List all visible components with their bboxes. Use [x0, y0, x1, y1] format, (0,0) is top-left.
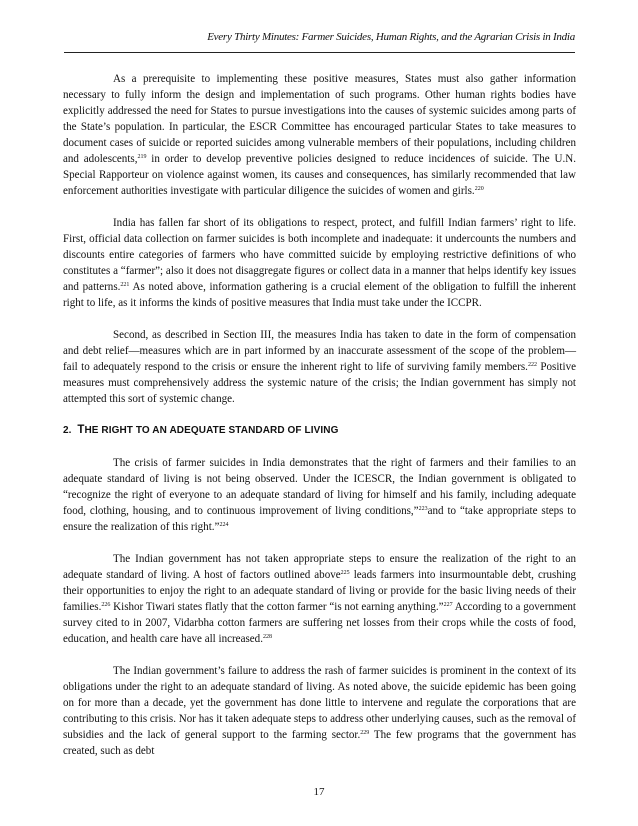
paragraph-2: India has fallen far short of its obligations to respect, protect, and fulfill Indian farmers’ right to life. First, official data collection on farmer suicides is both incomplete and inadequate: it undercounts the numbers and discounts entire categories of farmers who have committed suicide by employing restrictive definitions of who constitutes a “farmer”; also it does not disaggregate figures or collect data in a manner that helps identify key issues and patterns.$^{221}$ As noted above, information gathering is a crucial element of the obligation to fulfill the inherent right to life, as it informs the kinds of positive measures that India must take under the ICCPR.	[63, 217, 576, 309]
footnote-ref-223: 223	[418, 506, 428, 512]
footnote-ref-219: 219	[137, 154, 147, 160]
footnote-ref-227: 227	[443, 602, 453, 608]
footnote-ref-220: 220	[474, 186, 484, 192]
footnote-ref-225: 225	[340, 570, 350, 576]
section-number: 2.	[63, 425, 72, 436]
paragraph-4: The crisis of farmer suicides in India demonstrates that the right of farmers and their families to an adequate standard of living is not being observed. Under the ICESCR, the Indian government is obligated to “recognize the right of everyone to an adequate standard of living for himself and his family, including adequate food, clothing, housing, and to continuous improvement of living conditions,”$^{223}$and to “take appropriate steps to ensure the realization of this right.”$^{224}$	[63, 457, 576, 533]
footnote-ref-222: 222	[527, 362, 537, 368]
paragraph-1: As a prerequisite to implementing these positive measures, States must also gather information necessary to fully inform the design and implementation of such programs. Other human rights bodies have explicitly addressed the need for States to pursue investigations into the causes of systemic suicides among parts of the State’s population. In particular, the ESCR Committee has encouraged particular States to take measures to document cases of suicide or reported suicides among vulnerable members of their populations, including children and adolescents,$^{219}$ in order to develop preventive policies designed to reduce incidences of suicide. The U.N. Special Rapporteur on violence against women, its causes and consequences, has similarly recommended that law enforcement authorities investigate with particular diligence the suicides of women and girls.$^{220}$	[63, 73, 576, 197]
header-rule	[64, 52, 575, 53]
paragraph-6: The Indian government’s failure to address the rash of farmer suicides is prominent in the context of its obligations under the right to an adequate standard of living. As noted above, the suicide epidemic has been going on for more than a decade, yet the government has done little to intervene and regulate the corporations that are contributing to this crisis. Nor has it taken adequate steps to address other underlying causes, such as the removal of subsidies and the lack of general support to the farming sector.$^{229}$ The few programs that the government has created, such as debt	[63, 665, 577, 757]
footnote-ref-228: 228	[262, 634, 272, 640]
section-title: HE RIGHT TO AN ADEQUATE STANDARD OF LIVING	[84, 425, 339, 436]
paragraph-3: Second, as described in Section III, the measures India has taken to date in the form of compensation and debt relief—measures which are in part informed by an inaccurate assessment of the scope of the problem—fail to adequately respond to the crisis or ensure the inherent right to life of surviving family members.$^{222}$ Positive measures must comprehensively address the systemic nature of the crisis; the Indian government has simply not attempted this sort of systemic change.	[63, 329, 576, 405]
body-text	[63, 71, 576, 775]
running-header: Every Thirty Minutes: Farmer Suicides, Human Rights, and the Agrarian Crisis in India	[207, 31, 575, 43]
page-number: 17	[313, 786, 325, 798]
footnote-ref-229: 229	[360, 730, 370, 736]
section-heading	[63, 423, 576, 438]
footnote-ref-224: 224	[219, 522, 229, 528]
section-title-initial: T	[77, 424, 85, 436]
footnote-ref-221: 221	[120, 282, 130, 288]
paragraph-5: The Indian government has not taken appropriate steps to ensure the realization of the right to an adequate standard of living. A host of factors outlined above$^{225}$ leads farmers into insurmountable debt, crushing their opportunities to enjoy the right to an adequate standard of living or provide for the basic living needs of their families.$^{226}$ Kishor Tiwari states flatly that the cotton farmer “is not earning anything.”$^{227}$ According to a government survey cited to in 2007, Vidarbha cotton farmers are suffering net losses from their crops while the costs of food, education, and health care have all increased.$^{228}$	[63, 553, 576, 645]
footnote-ref-226: 226	[101, 602, 111, 608]
